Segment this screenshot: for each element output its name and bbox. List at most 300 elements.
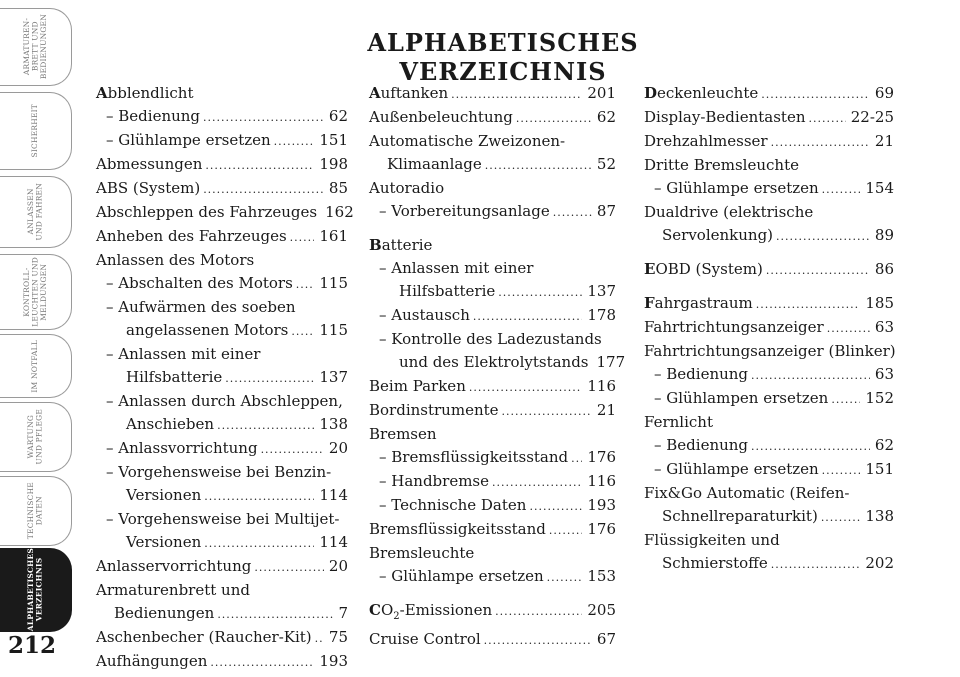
- leader-dots: [485, 154, 592, 177]
- index-entry: [644, 177, 894, 201]
- index-entry: [644, 106, 894, 130]
- index-entry-text: – Glühlampe ersetzen: [654, 179, 819, 197]
- index-entry-row: [369, 375, 616, 399]
- index-entry-text: ABS (System): [96, 179, 201, 197]
- index-page-number: 176: [587, 520, 616, 538]
- index-page-number: 138: [319, 415, 348, 433]
- index-entry-text: [369, 599, 492, 628]
- index-entry-text: Fix&Go Automatic (Reifen-: [644, 484, 850, 502]
- index-entry-text: Fahrtrichtungsanzeiger (Blinker): [644, 342, 896, 360]
- index-entry-text: Batterie: [369, 236, 433, 254]
- index-entry-text: Bremsen: [369, 425, 437, 443]
- index-entry-row: [644, 411, 894, 434]
- index-page-number: 114: [319, 486, 348, 504]
- index-page-number: 177: [596, 353, 626, 371]
- index-entry-row: [96, 249, 348, 272]
- index-page-number: 21: [874, 132, 894, 150]
- index-entry-row: [369, 82, 616, 106]
- index-page-number: 69: [874, 84, 894, 102]
- index-entry: [96, 201, 354, 225]
- index-page-number: 152: [865, 389, 894, 407]
- leader-dots: [821, 506, 861, 529]
- index-entry: [644, 434, 894, 458]
- index-entry-text: Schnellreparaturkit): [662, 507, 818, 525]
- leader-dots: [776, 225, 870, 248]
- index-entry: [369, 423, 616, 446]
- leader-dots: [547, 566, 583, 589]
- index-entry-text: Fahrgastraum: [644, 294, 753, 312]
- index-entry-text: Aschenbecher (Raucher-Kit): [96, 628, 312, 646]
- index-entry: [644, 340, 894, 363]
- index-entry-text: Versionen: [126, 533, 202, 551]
- index-entry-text: Bedienungen: [114, 604, 215, 622]
- index-entry-row: [96, 225, 348, 249]
- index-entry-row: [369, 518, 616, 542]
- index-entry: [96, 437, 348, 461]
- index-entry-text: Hilfsbatterie: [126, 368, 223, 386]
- index-entry-row: [644, 177, 894, 201]
- index-entry-text: Drehzahlmesser: [644, 132, 768, 150]
- index-page-number: 62: [596, 108, 616, 126]
- leader-dots: [484, 629, 592, 652]
- chapter-tab-label: IM NOTFALL: [30, 339, 40, 393]
- index-entry: [369, 518, 616, 542]
- index-entry: [96, 555, 348, 579]
- index-entry-row: [96, 626, 348, 650]
- index-entry-row: [96, 153, 348, 177]
- index-entry-text: – Anlassen mit einer: [106, 345, 261, 363]
- chapter-tab-label: ARMATUREN- BRETT UND BEDIENUNGEN: [21, 14, 48, 80]
- index-page-number: 138: [865, 507, 894, 525]
- leader-dots: [315, 627, 324, 650]
- index-entry-text: Fahrtrichtungsanzeiger: [644, 318, 824, 336]
- index-entry-row: [369, 470, 616, 494]
- co2-label: CO: [369, 601, 394, 619]
- index-entry-text: – Anlassen mit einer: [379, 259, 534, 277]
- index-entry-row: [96, 129, 348, 153]
- index-page-number: 52: [596, 155, 616, 173]
- leader-dots: [808, 107, 845, 130]
- leader-dots: [751, 435, 870, 458]
- index-entry-row: [644, 316, 894, 340]
- index-entry: [369, 257, 616, 304]
- index-entry: [96, 249, 348, 272]
- index-entry-text: – Glühlampen ersetzen: [654, 389, 829, 407]
- index-page-number: 114: [319, 533, 348, 551]
- index-entry-text: Klimaanlage: [387, 155, 482, 173]
- leader-dots: [296, 273, 315, 296]
- index-entry-text: – Abschalten des Motors: [106, 274, 293, 292]
- leader-dots: [204, 532, 314, 555]
- index-page-number: 116: [587, 472, 616, 490]
- index-entry: [644, 411, 894, 434]
- index-column-1: [96, 82, 354, 674]
- index-entry: [369, 177, 616, 200]
- index-entry: [644, 201, 894, 248]
- index-entry: [369, 599, 616, 628]
- index-entry-row: [96, 437, 348, 461]
- index-entry-row: [369, 565, 616, 589]
- index-entry-row: [96, 105, 348, 129]
- section-gap: [644, 248, 894, 258]
- index-entry: [644, 154, 894, 177]
- index-entry: [96, 508, 348, 555]
- index-entry-row: [96, 484, 348, 508]
- index-entry-row: [644, 258, 894, 282]
- index-entry-text: Autoradio: [369, 179, 445, 197]
- index-entry-row: [644, 434, 894, 458]
- index-entry-text: Anheben des Fahrzeuges: [96, 227, 287, 245]
- chapter-tab[interactable]: [0, 176, 72, 248]
- index-entry-row: [369, 200, 616, 224]
- index-entry-row: [644, 552, 894, 576]
- leader-dots: [761, 83, 870, 106]
- index-entry-row: [644, 154, 894, 177]
- leader-dots: [205, 154, 314, 177]
- index-entry: [369, 130, 616, 177]
- index-entry: [369, 470, 616, 494]
- index-entry-text: Bremsleuchte: [369, 544, 475, 562]
- index-page-number: 202: [865, 554, 894, 572]
- index-entry-row: [96, 555, 348, 579]
- leader-dots: [204, 485, 314, 508]
- leader-dots: [756, 293, 861, 316]
- leader-dots: [469, 376, 583, 399]
- leader-dots: [473, 305, 583, 328]
- index-entry-row: [644, 340, 894, 363]
- index-page-number: 151: [865, 460, 894, 478]
- index-entry-text: angelassenen Motors: [126, 321, 289, 339]
- index-column-3: [644, 82, 894, 576]
- index-entry-row: [644, 130, 894, 154]
- index-entry-row: [369, 280, 616, 304]
- index-entry-text: – Anlassen durch Abschleppen,: [106, 392, 343, 410]
- index-entry: [96, 272, 348, 296]
- index-entry-text: – Austausch: [379, 306, 470, 324]
- index-page-number: 62: [328, 107, 348, 125]
- index-entry-text: Dritte Bremsleuchte: [644, 156, 799, 174]
- index-entry-text: Anlassen des Motors: [96, 251, 255, 269]
- index-page-number: 205: [587, 601, 616, 619]
- index-entry-row: [96, 272, 348, 296]
- index-entry: [96, 153, 348, 177]
- leader-dots: [827, 317, 870, 340]
- index-entry-text: – Handbremse: [379, 472, 490, 490]
- index-page-number: 62: [874, 436, 894, 454]
- index-entry-text: Hilfsbatterie: [399, 282, 496, 300]
- chapter-tab[interactable]: [0, 254, 72, 330]
- index-entry-row: [369, 423, 616, 446]
- index-entry-row: [369, 446, 616, 470]
- index-page-number: 178: [587, 306, 616, 324]
- index-entry: [96, 129, 348, 153]
- index-entry-text: Servolenkung): [662, 226, 774, 244]
- leader-dots: [451, 83, 582, 106]
- index-entry-text: – Bremsflüssigkeitsstand: [379, 448, 569, 466]
- index-entry: [644, 130, 894, 154]
- index-entry-text: – Bedienung: [654, 436, 749, 454]
- index-entry-text: Flüssigkeiten und: [644, 531, 780, 549]
- leader-dots: [831, 388, 860, 411]
- index-page-number: 153: [587, 567, 616, 585]
- index-entry-row: [644, 224, 894, 248]
- index-entry-row: [644, 292, 894, 316]
- co2-suffix: -Emissionen: [399, 601, 493, 619]
- section-gap: [644, 282, 894, 292]
- index-entry: [96, 225, 348, 249]
- index-entry-text: Anschieben: [126, 415, 215, 433]
- index-entry-text: Anlasservorrichtung: [96, 557, 252, 575]
- index-entry-text: – Glühlampe ersetzen: [106, 131, 271, 149]
- leader-dots: [553, 201, 592, 224]
- chapter-tab-label: SICHERHEIT: [30, 104, 40, 158]
- chapter-tab[interactable]: [0, 402, 72, 472]
- index-entry-text: Display-Bedientasten: [644, 108, 806, 126]
- chapter-tab[interactable]: [0, 92, 72, 170]
- index-entry: [369, 446, 616, 470]
- index-page-number: 63: [874, 365, 894, 383]
- index-entry-row: [369, 351, 626, 375]
- chapter-tab-label: KONTROLL- LEUCHTEN UND MELDUNGEN: [21, 257, 48, 327]
- leader-dots: [771, 553, 861, 576]
- index-entry-text: – Bedienung: [654, 365, 749, 383]
- chapter-tab-label: ANLASSEN UND FAHREN: [26, 183, 44, 241]
- index-page-number: 85: [328, 179, 348, 197]
- leader-dots: [203, 178, 324, 201]
- co2-subscript: 2: [393, 611, 400, 622]
- index-entry: [96, 177, 348, 201]
- index-entry-text: – Glühlampe ersetzen: [379, 567, 544, 585]
- index-entry: [96, 296, 348, 343]
- index-page-number: 115: [319, 274, 348, 292]
- index-entry: [369, 304, 616, 328]
- leader-dots: [529, 495, 582, 518]
- index-entry-row: [644, 106, 894, 130]
- index-entry-row: [644, 363, 894, 387]
- index-page-number: 162: [325, 203, 354, 221]
- index-page-number: 89: [874, 226, 894, 244]
- leader-dots: [516, 107, 592, 130]
- leader-dots: [502, 400, 592, 423]
- section-gap: [369, 224, 616, 234]
- index-entry-row: [369, 599, 616, 628]
- index-page-number: 154: [865, 179, 894, 197]
- index-entry: [369, 494, 616, 518]
- index-column-2: [369, 82, 626, 652]
- leader-dots: [210, 651, 314, 674]
- index-page-number: 7: [338, 604, 348, 622]
- leader-dots: [274, 130, 315, 153]
- index-entry-text: Fernlicht: [644, 413, 713, 431]
- index-entry: [644, 387, 894, 411]
- chapter-tab-label: TECHNISCHE DATEN: [26, 482, 44, 540]
- index-entry-text: Dualdrive (elektrische: [644, 203, 814, 221]
- index-entry-row: [644, 82, 894, 106]
- leader-dots: [498, 281, 582, 304]
- index-page-number: 20: [328, 557, 348, 575]
- leader-dots: [549, 519, 582, 542]
- leader-dots: [203, 106, 324, 129]
- index-page-number: 176: [587, 448, 616, 466]
- index-entry: [644, 292, 894, 316]
- index-entry: [369, 200, 616, 224]
- index-entry: [96, 390, 348, 437]
- index-page-number: 21: [596, 401, 616, 419]
- chapter-tab[interactable]: [0, 548, 72, 632]
- index-entry-text: Aufhängungen: [96, 652, 208, 670]
- index-entry-text: Deckenleuchte: [644, 84, 759, 102]
- index-entry-text: – Bedienung: [106, 107, 201, 125]
- index-entry-row: [369, 234, 616, 257]
- index-entry-text: – Kontrolle des Ladezustands: [379, 330, 602, 348]
- index-entry-text: Bordinstrumente: [369, 401, 499, 419]
- index-page-number: 151: [319, 131, 348, 149]
- leader-dots: [822, 178, 861, 201]
- index-entry: [369, 399, 616, 423]
- index-page-number: 185: [865, 294, 894, 312]
- index-entry-text: – Glühlampe ersetzen: [654, 460, 819, 478]
- index-entry-text: Armaturenbrett und: [96, 581, 250, 599]
- page-title: ALPHABETISCHES VERZEICHNIS: [367, 28, 639, 86]
- chapter-tab-label: WARTUNG UND PFLEGE: [26, 409, 44, 465]
- leader-dots: [571, 447, 582, 470]
- index-entry: [96, 343, 348, 390]
- leader-dots: [290, 226, 315, 249]
- chapter-tab-label: ALPHABETISCHES VERZEICHNIS: [26, 548, 44, 632]
- index-entry-text: Auftanken: [369, 84, 449, 102]
- index-entry-row: [96, 602, 348, 626]
- index-entry-text: Automatische Zweizonen-: [369, 132, 566, 150]
- index-page-number: 137: [587, 282, 616, 300]
- index-entry-row: [96, 82, 348, 105]
- index-entry-text: Versionen: [126, 486, 202, 504]
- index-entry-row: [369, 628, 616, 652]
- leader-dots: [291, 320, 314, 343]
- index-entry-row: [369, 106, 616, 130]
- index-page-number: 20: [328, 439, 348, 457]
- index-entry: [644, 529, 894, 576]
- index-entry: [644, 258, 894, 282]
- leader-dots: [492, 471, 582, 494]
- index-entry: [369, 106, 616, 130]
- leader-dots: [217, 603, 333, 626]
- index-entry: [644, 458, 894, 482]
- chapter-tab[interactable]: [0, 8, 72, 86]
- index-entry-text: Bremsflüssigkeitsstand: [369, 520, 546, 538]
- index-page-number: 115: [319, 321, 348, 339]
- index-entry-row: [96, 201, 354, 225]
- index-entry: [644, 316, 894, 340]
- index-entry-row: [369, 177, 616, 200]
- index-entry-text: Beim Parken: [369, 377, 466, 395]
- leader-dots: [217, 414, 314, 437]
- section-gap: [369, 589, 616, 599]
- index-entry-text: Abmessungen: [96, 155, 203, 173]
- index-entry: [369, 542, 616, 565]
- index-entry: [369, 82, 616, 106]
- index-entry-text: – Anlassvorrichtung: [106, 439, 258, 457]
- leader-dots: [771, 131, 870, 154]
- index-entry-text: Abblendlicht: [96, 84, 194, 102]
- index-entry: [644, 363, 894, 387]
- index-entry-row: [644, 505, 894, 529]
- leader-dots: [261, 438, 324, 461]
- index-entry: [96, 650, 348, 674]
- index-page-number: 193: [587, 496, 616, 514]
- index-entry: [96, 626, 348, 650]
- index-entry: [644, 82, 894, 106]
- leader-dots: [225, 367, 314, 390]
- index-entry-text: EOBD (System): [644, 260, 763, 278]
- index-entry-text: – Vorgehensweise bei Benzin-: [106, 463, 332, 481]
- index-page-number: 198: [319, 155, 348, 173]
- index-entry: [369, 328, 626, 375]
- page-number: 212: [8, 632, 57, 659]
- index-entry-text: Schmierstoffe: [662, 554, 768, 572]
- index-entry-row: [369, 399, 616, 423]
- index-entry-row: [96, 531, 348, 555]
- index-page-number: 86: [874, 260, 894, 278]
- index-entry: [96, 82, 348, 105]
- index-page-number: 75: [328, 628, 348, 646]
- index-entry: [369, 375, 616, 399]
- chapter-tab-index: [0, 0, 72, 677]
- leader-dots: [254, 556, 324, 579]
- leader-dots: [822, 459, 861, 482]
- index-entry-row: [96, 366, 348, 390]
- index-entry: [96, 105, 348, 129]
- index-entry-row: [644, 387, 894, 411]
- index-entry-text: – Aufwärmen des soeben: [106, 298, 296, 316]
- index-entry: [369, 565, 616, 589]
- index-entry-row: [96, 650, 348, 674]
- index-entry-row: [96, 177, 348, 201]
- index-page-number: 137: [319, 368, 348, 386]
- index-entry-text: Abschleppen des Fahrzeuges: [96, 203, 318, 221]
- index-entry-row: [369, 304, 616, 328]
- index-entry-text: Außenbeleuchtung: [369, 108, 513, 126]
- index-entry: [96, 579, 348, 626]
- index-entry: [369, 234, 616, 257]
- index-page-number: 87: [596, 202, 616, 220]
- index-entry-text: – Vorgehensweise bei Multijet-: [106, 510, 340, 528]
- index-page-number: 22-25: [850, 108, 894, 126]
- chapter-tab[interactable]: [0, 476, 72, 546]
- index-entry-row: [369, 494, 616, 518]
- index-entry-row: [96, 413, 348, 437]
- index-entry-text: – Technische Daten: [379, 496, 527, 514]
- index-page-number: 201: [587, 84, 616, 102]
- leader-dots: [751, 364, 870, 387]
- leader-dots: [495, 600, 582, 623]
- index-page-number: 161: [319, 227, 348, 245]
- index-page-number: 67: [596, 630, 616, 648]
- index-entry: [644, 482, 894, 529]
- index-page-number: 193: [319, 652, 348, 670]
- index-entry-text: – Vorbereitungsanlage: [379, 202, 550, 220]
- index-entry-row: [369, 542, 616, 565]
- index-page-number: 63: [874, 318, 894, 336]
- index-entry-text: und des Elektrolytstands: [399, 353, 589, 371]
- chapter-tab[interactable]: [0, 334, 72, 398]
- index-entry-text: Cruise Control: [369, 630, 481, 648]
- leader-dots: [766, 259, 870, 282]
- index-entry: [96, 461, 348, 508]
- index-entry-row: [369, 153, 616, 177]
- index-entry: [369, 628, 616, 652]
- index-entry-row: [644, 458, 894, 482]
- index-entry-row: [96, 319, 348, 343]
